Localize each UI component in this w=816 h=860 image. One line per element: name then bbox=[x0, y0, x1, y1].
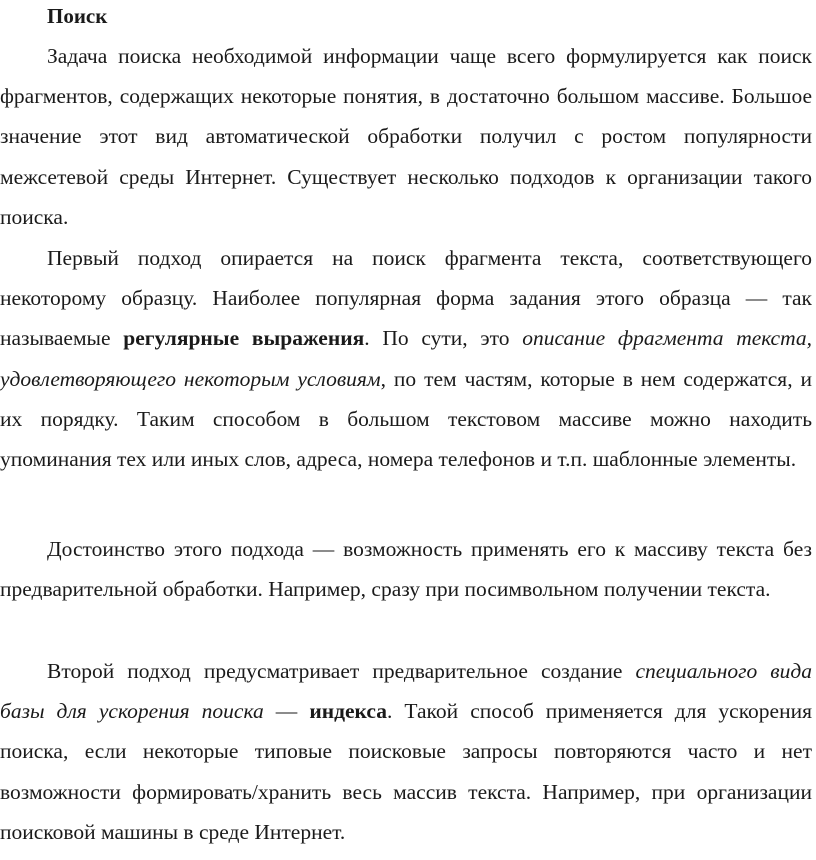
section-heading: Поиск bbox=[47, 4, 108, 28]
paragraph-advantage bbox=[0, 529, 812, 609]
paragraph-first-approach bbox=[0, 238, 812, 479]
second-approach-text-3: . Такой способ применяется для ускорения поиска, если некоторые типовые поисковые запросы повторяются часто и нет возможности формировать/хранить весь массив текста. Например, при организации поисковой машины в среде Интернет. bbox=[0, 699, 812, 844]
paragraph-intro bbox=[0, 36, 812, 237]
second-approach-text-1: Второй подход предусматривает предварительное создание bbox=[47, 659, 636, 683]
second-approach-dash: — bbox=[263, 699, 310, 724]
term-index: индекса bbox=[309, 699, 387, 724]
definition-italic: описание фрагмента текста, удовлетворяющего некоторым условиям bbox=[0, 326, 812, 391]
paragraph-second-approach bbox=[0, 651, 812, 852]
paragraph-intro-text: Задача поиска необходимой информации чаще всего формулируется как поиск фрагментов, содержащих некоторые понятия, в достаточно большом массиве. Большое значение этот вид автоматической обработки получил с ростом популярности межсетевой среды Интернет. Существует несколько подходов к организации такого поиска. bbox=[0, 44, 812, 229]
term-regular-expressions: регулярные выражения bbox=[123, 326, 365, 351]
first-approach-text-3: , по тем частям, которые в нем содержатся, и их порядку. Таким способом в большом текстовом массиве можно находить упоминания тех или иных слов, адреса, номера телефонов и т.п. шаблонные элементы. bbox=[0, 366, 812, 472]
paragraph-advantage-text: Достоинство этого подхода — возможность применять его к массиву текста без предварительной обработки. Например, сразу при посимвольном получении текста. bbox=[0, 537, 812, 602]
first-approach-text-2: . По сути, это bbox=[364, 326, 523, 351]
first-approach-text-1: Первый подход опирается на поиск фрагмента текста, соответствующего некоторому образцу. Наиболее популярная форма задания этого образца — так называемые bbox=[0, 246, 812, 351]
index-definition-italic: специального вида базы для ускорения поиска bbox=[0, 659, 813, 724]
